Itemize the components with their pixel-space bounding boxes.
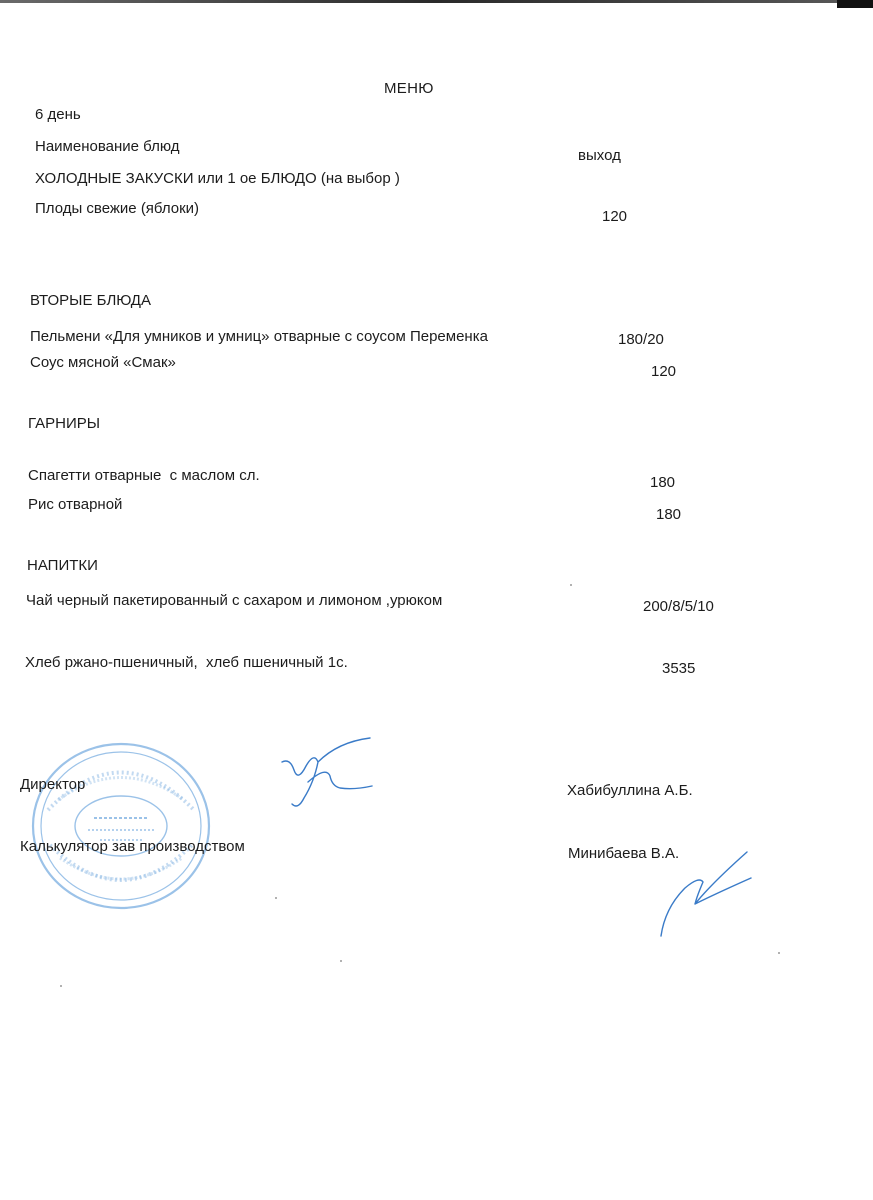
scan-speck (60, 985, 62, 987)
director-signature-icon (278, 732, 378, 814)
section-title-drinks: НАПИТКИ (27, 557, 98, 574)
signature-role: Калькулятор зав производством (20, 838, 245, 855)
menu-item-name: Спагетти отварные с маслом сл. (28, 467, 260, 484)
menu-item-name: Рис отварной (28, 496, 123, 513)
menu-item-yield: 200/8/5/10 (643, 598, 714, 615)
menu-item-name: Пельмени «Для умников и умниц» отварные с соусом Переменка (30, 328, 488, 345)
bread-item-yield: 3535 (662, 660, 696, 677)
scan-speck (275, 897, 277, 899)
menu-item-yield: 120 (651, 363, 677, 380)
menu-item-name: Плоды свежие (яблоки) (35, 200, 200, 217)
section-title-main-courses: ВТОРЫЕ БЛЮДА (30, 292, 151, 309)
menu-item-name: Соус мясной «Смак» (30, 354, 176, 371)
menu-item-yield: 120 (602, 208, 628, 225)
section-title-sides: ГАРНИРЫ (28, 415, 101, 432)
signature-person-name: Хабибуллина А.Б. (567, 782, 693, 799)
signature-person-name: Минибаева В.А. (568, 845, 680, 862)
bread-item-name: Хлеб ржано-пшеничный, хлеб пшеничный 1с. (25, 654, 348, 671)
scan-speck (778, 952, 780, 954)
menu-item-yield: 180 (650, 474, 676, 491)
scan-edge (0, 0, 873, 3)
scan-speck (340, 960, 342, 962)
scan-corner (837, 0, 873, 8)
column-header-name: Наименование блюд (35, 138, 180, 155)
menu-item-name: Чай черный пакетированный с сахаром и лимоном ,урюком (26, 592, 443, 609)
menu-item-yield: 180/20 (618, 331, 664, 348)
day-label: 6 день (35, 106, 81, 123)
menu-item-yield: 180 (656, 506, 682, 523)
scan-speck (570, 584, 572, 586)
organization-stamp-icon (28, 740, 214, 912)
column-header-yield: выход (578, 147, 621, 164)
section-title-cold-snacks: ХОЛОДНЫЕ ЗАКУСКИ или 1 ое БЛЮДО (на выбор ) (35, 170, 400, 187)
document-title: МЕНЮ (384, 80, 434, 97)
signature-role: Директор (20, 776, 86, 793)
